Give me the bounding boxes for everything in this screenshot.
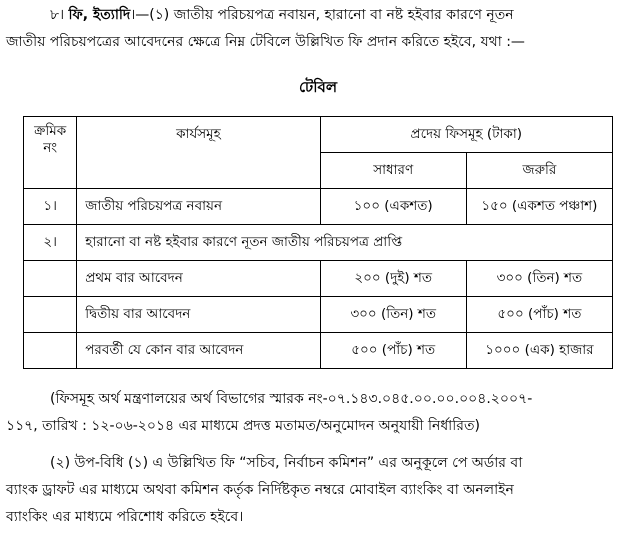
- subsection-2-line-1: (২) উপ-বিধি (১) এ উল্লিখিত ফি “সচিব, নির্বাচন কমিশন” এর অনুকূলে পে অর্ডার বা: [50, 455, 523, 471]
- row-task: প্রথম বার আবেদন: [77, 261, 320, 297]
- header-serial: ক্রমিক নং: [24, 117, 77, 189]
- row-serial: ২।: [24, 225, 77, 261]
- row-task: পরবর্তী যে কোন বার আবেদন: [77, 333, 320, 369]
- section-dash: ।—: [130, 7, 150, 23]
- table-row: [24, 225, 613, 261]
- fee-table: [23, 116, 613, 369]
- row-task: হারানো বা নষ্ট হইবার কারণে নূতন জাতীয় পরিচয়পত্র প্রাপ্তি: [77, 225, 613, 261]
- table-row: [24, 261, 613, 297]
- row-urgent-fee: ১০০০ (এক) হাজার: [466, 333, 612, 369]
- row-serial: ১।: [24, 189, 77, 225]
- section-8-paragraph: [6, 2, 626, 56]
- row-general-fee: ৫০০ (পাঁচ) শত: [320, 333, 466, 369]
- subsection-2-paragraph: [6, 450, 626, 531]
- header-tasks: কার্যসমূহ: [77, 117, 320, 189]
- table-row: [24, 297, 613, 333]
- row-task: দ্বিতীয় বার আবেদন: [77, 297, 320, 333]
- row-serial: [24, 261, 77, 297]
- row-urgent-fee: ৫০০ (পাঁচ) শত: [466, 297, 612, 333]
- section-intro-line-2: জাতীয় পরিচয়পত্রের আবেদনের ক্ষেত্রে নিম্ন টেবিলে উল্লিখিত ফি প্রদান করিতে হইবে, যথা :—: [6, 34, 525, 50]
- header-fees: প্রদেয় ফিসমূহ (টাকা): [320, 117, 612, 153]
- table-row: [24, 333, 613, 369]
- row-serial: [24, 297, 77, 333]
- fee-note-line-1: (ফিসমূহ অর্থ মন্ত্রণালয়ের অর্থ বিভাগের স্মারক নং-০৭.১৪৩.০৪৫.০০.০০.০০৪.২০০৭-: [50, 391, 533, 407]
- section-heading: ফি, ইত্যাদি: [68, 7, 131, 23]
- section-8-line-1: [6, 2, 626, 29]
- row-general-fee: ১০০ (একশত): [320, 189, 466, 225]
- row-general-fee: ২০০ (দুই) শত: [320, 261, 466, 297]
- section-number: ৮।: [50, 7, 65, 23]
- table-header-row: [24, 117, 613, 153]
- table-title: টেবিল: [298, 78, 338, 96]
- row-serial: [24, 333, 77, 369]
- section-intro-line-1: (১) জাতীয় পরিচয়পত্র নবায়ন, হারানো বা নষ্ট হইবার কারণে নূতন: [149, 7, 514, 23]
- header-urgent: জরুরি: [466, 153, 612, 189]
- fee-note-line-2: ১১৭, তারিখ : ১২-০৬-২০১৪ এর মাধ্যমে প্রদত্ত মতামত/অনুমোদন অনুযায়ী নির্ধারিত): [6, 418, 480, 434]
- fee-note: [6, 386, 626, 440]
- table-row: [24, 189, 613, 225]
- row-task: জাতীয় পরিচয়পত্র নবায়ন: [77, 189, 320, 225]
- header-general: সাধারণ: [320, 153, 466, 189]
- row-general-fee: ৩০০ (তিন) শত: [320, 297, 466, 333]
- subsection-2-line-2: ব্যাংক ড্রাফট এর মাধ্যমে অথবা কমিশন কর্তৃক নির্দিষ্টকৃত নম্বরে মোবাইল ব্যাংকিং বা অনলাইন: [6, 482, 514, 498]
- row-urgent-fee: ৩০০ (তিন) শত: [466, 261, 612, 297]
- row-urgent-fee: ১৫০ (একশত পঞ্চাশ): [466, 189, 612, 225]
- subsection-2-line-3: ব্যাংকিং এর মাধ্যমে পরিশোধ করিতে হইবে।: [6, 509, 244, 525]
